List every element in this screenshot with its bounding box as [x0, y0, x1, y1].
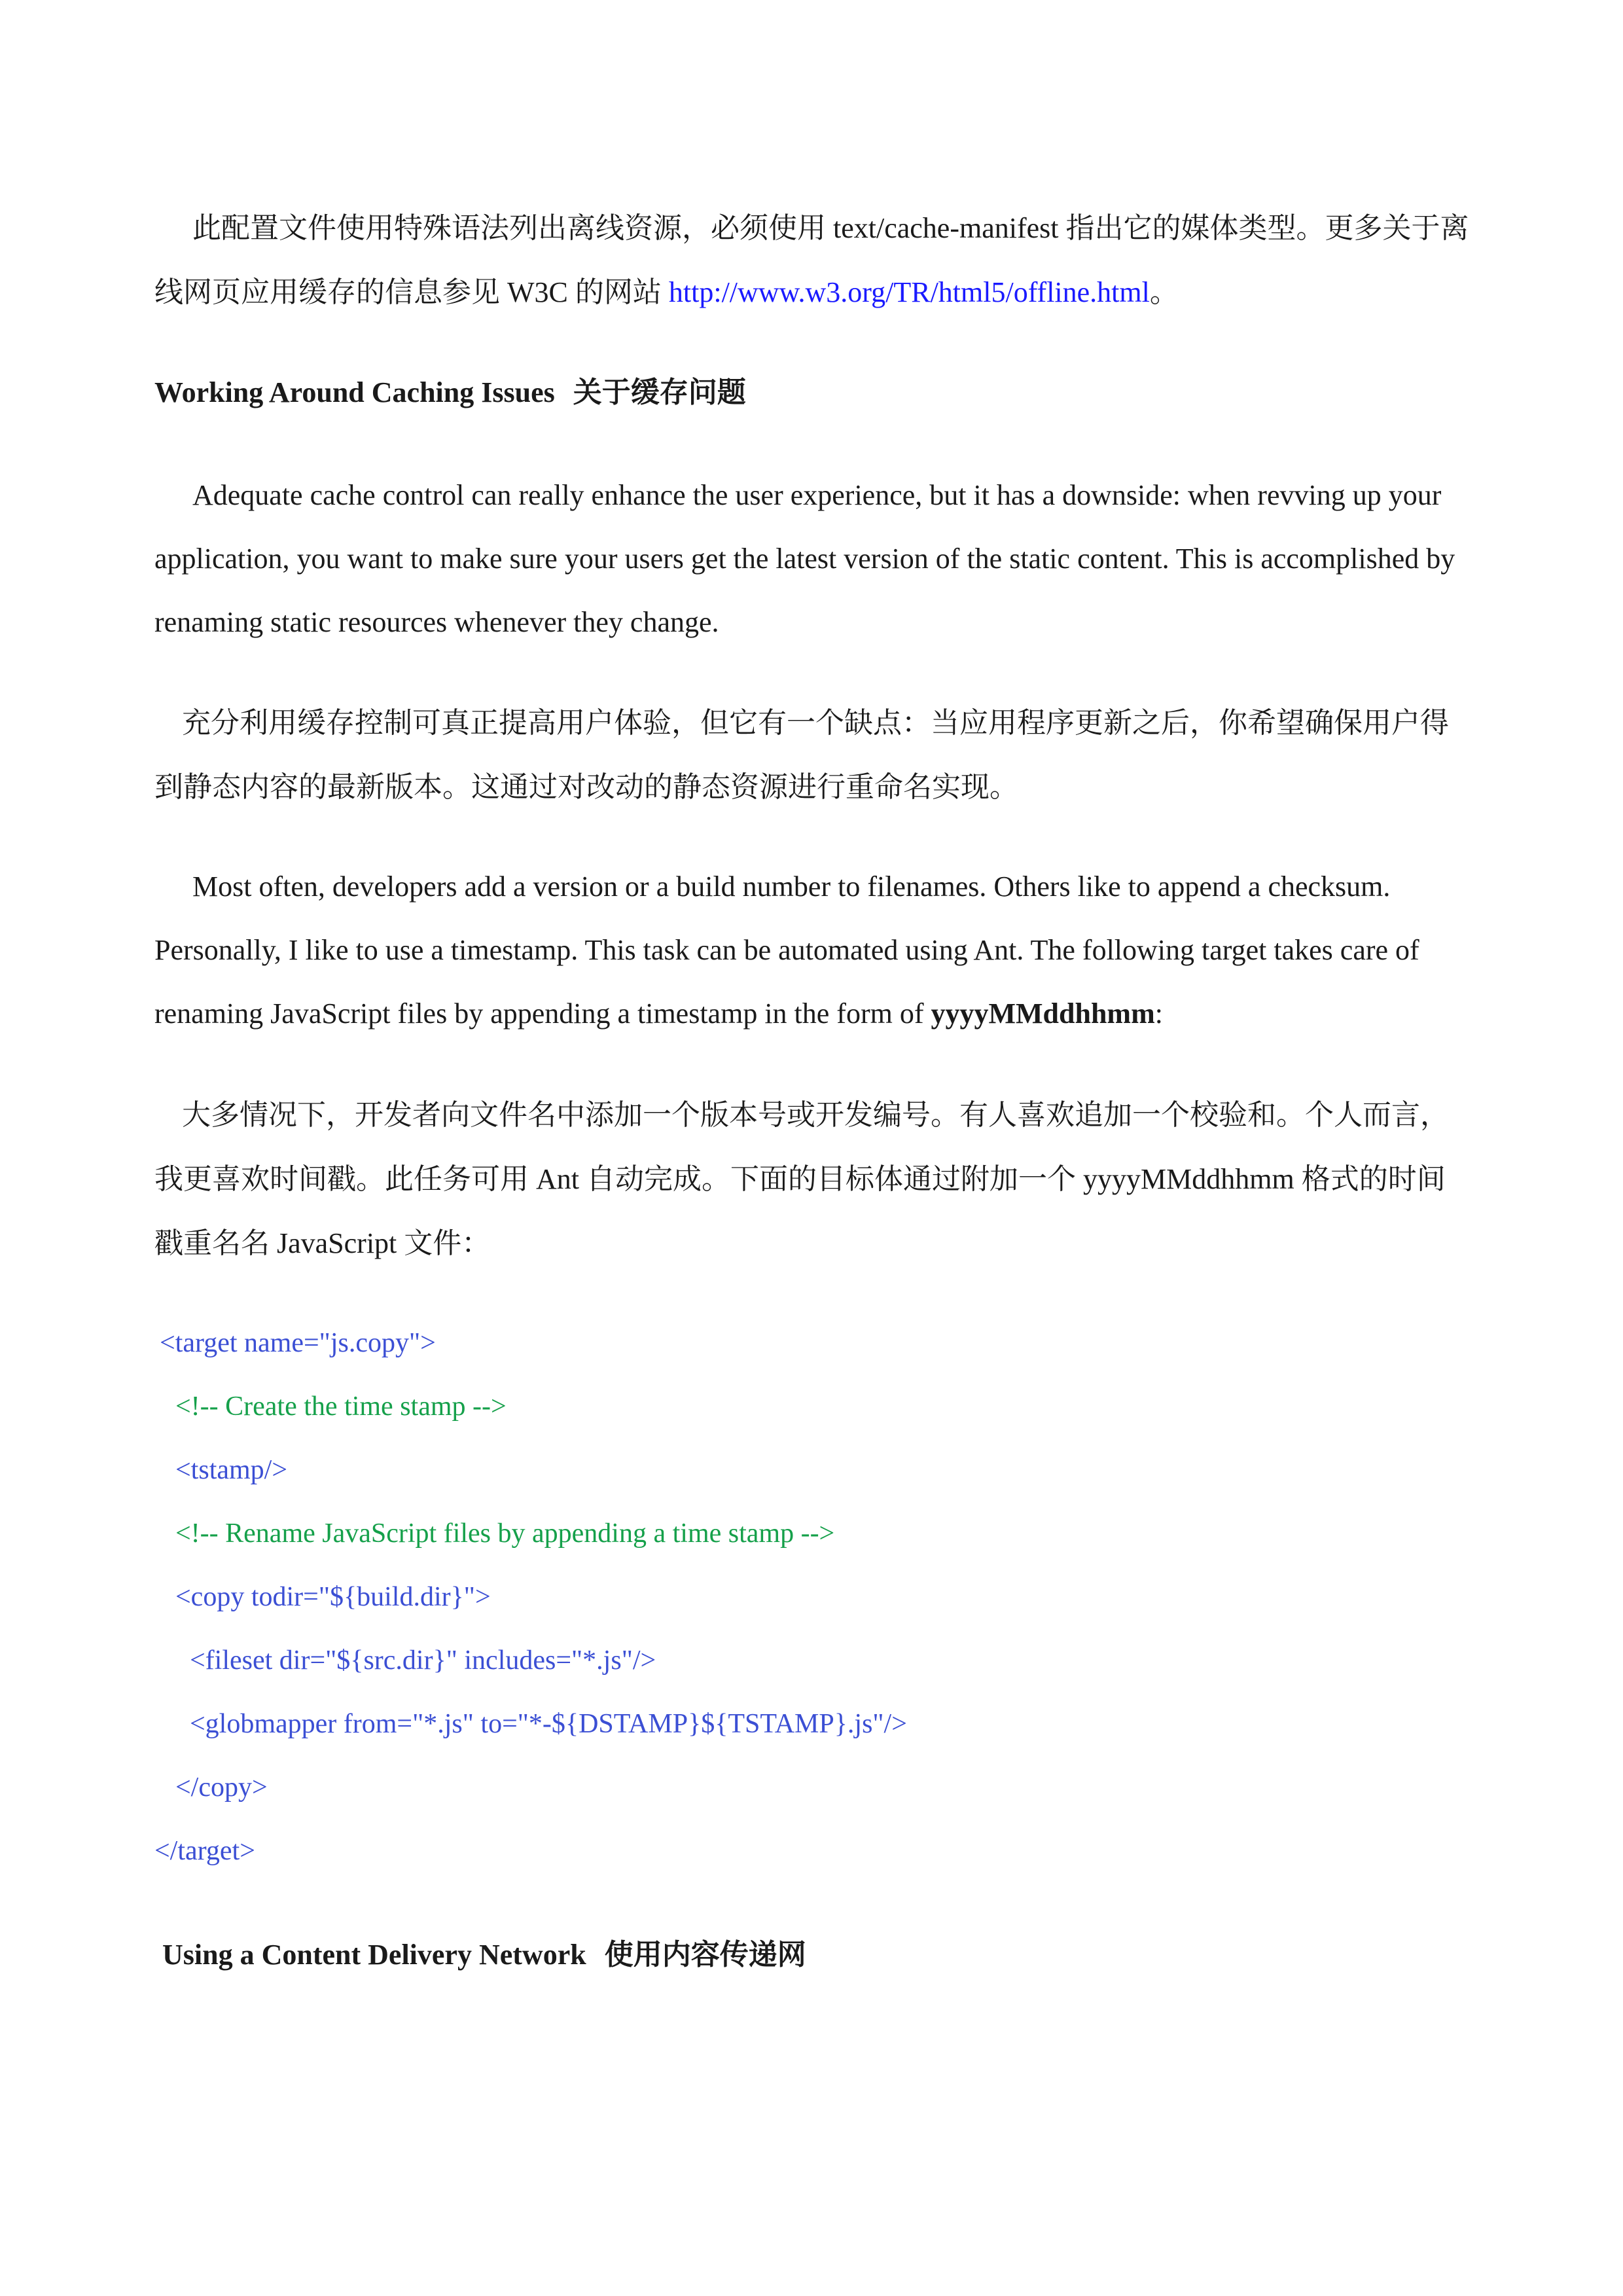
- paragraph-offline-resources-end: 。: [1149, 276, 1179, 308]
- heading-working-around-caching-en: Working Around Caching Issues: [154, 376, 555, 408]
- heading-content-delivery-network: [162, 1935, 806, 1975]
- code-line-target-open: <target name="js.copy">: [160, 1328, 436, 1358]
- paragraph-offline-resources: [154, 196, 1470, 325]
- timestamp-format: yyyyMMddhhmm: [931, 997, 1155, 1030]
- w3c-offline-link[interactable]: http://www.w3.org/TR/html5/offline.html: [668, 276, 1150, 308]
- code-line-globmapper: <globmapper from="*.js" to="*-${DSTAMP}${TSTAMP}.js"/>: [190, 1709, 907, 1739]
- paragraph-cache-control-en: Adequate cache control can really enhance the user experience, but it has a downside: when revving up your application, you want to make sure your users get the latest version of the static content. This is accomplished by renaming static resources whenever they change.: [154, 479, 1455, 638]
- paragraph-timestamp-cn: 大多情况下，开发者向文件名中添加一个版本号或开发编号。有人喜欢追加一个校验和。个人而言，我更喜欢时间戳。此任务可用 Ant 自动完成。下面的目标体通过附加一个 yyyyMMddhhmm 格式的时间戳重名名 JavaScript 文件：: [154, 1099, 1449, 1259]
- code-line-comment-rename: <!-- Rename JavaScript files by appending a time stamp -->: [175, 1518, 835, 1549]
- paragraph-timestamp-text: Most often, developers add a version or a build number to filenames. Others like to append a checksum. Personally, I like to use a timestamp. This task can be automated using Ant. The following target takes care of renaming JavaScript files by appending a timestamp in the form of: [154, 870, 1419, 1030]
- paragraph-cache-control-cn: 充分利用缓存控制可真正提高用户体验，但它有一个缺点：当应用程序更新之后，你希望确保用户得到静态内容的最新版本。这通过对改动的静态资源进行重命名实现。: [154, 707, 1449, 803]
- heading-content-delivery-network-cn: 使用内容传递网: [604, 1939, 806, 1971]
- code-line-fileset: <fileset dir="${src.dir}" includes="*.js"/>: [190, 1645, 656, 1676]
- paragraph-timestamp-en: [154, 855, 1470, 1045]
- code-line-target-close: </target>: [154, 1836, 255, 1866]
- code-line-copy-close: </copy>: [175, 1772, 268, 1803]
- heading-working-around-caching: [154, 373, 746, 412]
- heading-working-around-caching-cn: 关于缓存问题: [573, 376, 746, 408]
- paragraph-offline-resources-text: 此配置文件使用特殊语法列出离线资源，必须使用 text/cache-manifest 指出它的媒体类型。更多关于离线网页应用缓存的信息参见 W3C 的网站: [154, 212, 1469, 308]
- code-line-copy-open: <copy todir="${build.dir}">: [175, 1582, 491, 1612]
- code-line-tstamp: <tstamp/>: [175, 1455, 288, 1485]
- heading-content-delivery-network-en: Using a Content Delivery Network: [162, 1939, 586, 1971]
- code-line-comment-create: <!-- Create the time stamp -->: [175, 1391, 507, 1422]
- paragraph-timestamp-end: :: [1154, 997, 1163, 1030]
